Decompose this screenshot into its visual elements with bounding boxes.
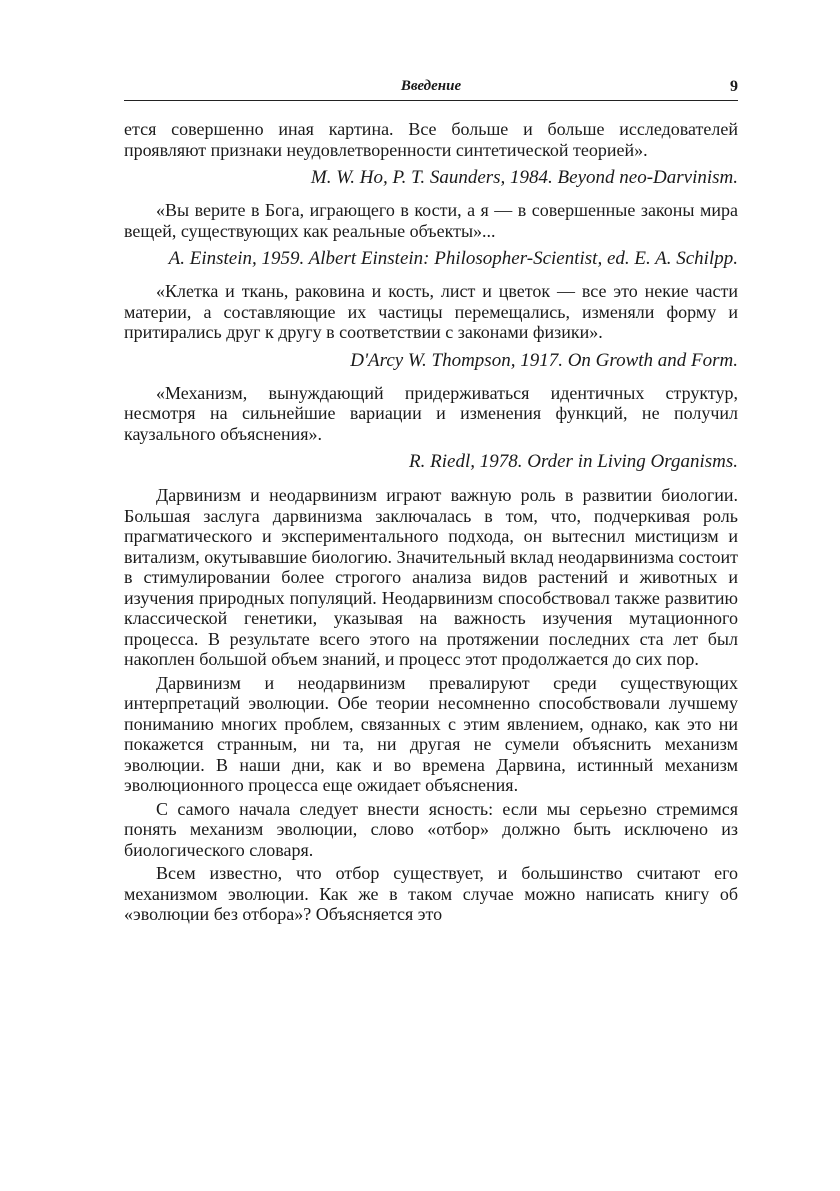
- running-header: [124, 78, 738, 101]
- epigraph-quote-2: «Вы верите в Бога, играющего в кости, а я — в совершенные законы мира вещей, существующих как реальные объекты»...: [124, 200, 738, 241]
- book-page: [124, 78, 738, 925]
- epigraph-citation-3: D'Arcy W. Thompson, 1917. On Growth and Form.: [350, 349, 738, 371]
- epigraph-citation-2: A. Einstein, 1959. Albert Einstein: Philosopher-Scientist, ed. E. A. Schilpp.: [168, 248, 738, 269]
- epigraph-citation-1: M. W. Ho, P. T. Saunders, 1984. Beyond neo-Darvinism.: [310, 167, 738, 188]
- body-paragraph-1: Дарвинизм и неодарвинизм играют важную роль в развитии биологии. Большая заслуга дарвинизма заключалась в том, что, подчеркивая роль прагматического и экспериментального подхода, он вытеснил мистицизм и витализм, окутывавшие биологию. Значительный вклад неодарвинизма состоит в стимулировании более строгого анализа видов растений и животных и изучения природных популяций. Неодарвинизм способствовал также развитию классической генетики, указывая на важность изучения мутационного процесса. В результате всего этого на протяжении последних ста лет был накоплен большой объем знаний, и процесс этот продолжается до сих пор.: [124, 485, 738, 669]
- body-paragraph-3: С самого начала следует внести ясность: если мы серьезно стремимся понять механизм эволюции, слово «отбор» должно быть исключено из биологического словаря.: [124, 798, 738, 860]
- body-paragraph-4: Всем известно, что отбор существует, и большинство считают его механизмом эволюции. Как же в таком случае можно написать книгу об «эволюции без отбора»? Объясняется это: [124, 863, 738, 924]
- body-paragraph-2: Дарвинизм и неодарвинизм превалируют среди существующих интерпретаций эволюции. Обе теории несомненно способствовали лучшему пониманию многих проблем, связанных с этим явлением, однако, как это ни покажется странным, ни та, ни другая не сумели объяснить механизм эволюции. В наши дни, как и во времена Дарвина, истинный механизм эволюционного процесса еще ожидает объяснения.: [124, 672, 738, 795]
- page-body: [124, 119, 738, 925]
- epigraph-quote-3: «Клетка и ткань, раковина и кость, лист и цветок — все это некие части материи, а составляющие их частицы перемещались, изменяли форму и притирались друг к другу в соответствии с законами физики».: [124, 281, 738, 342]
- epigraph-quote-4: «Механизм, вынуждающий придерживаться идентичных структур, несмотря на сильнейшие вариации и изменения функций, не получил каузального объяснения».: [124, 382, 738, 444]
- chapter-title: Введение: [400, 78, 462, 94]
- page-number: 9: [730, 78, 738, 95]
- epigraph-citation-4: R. Riedl, 1978. Order in Living Organisms.: [409, 451, 738, 472]
- epigraph-quote-1: ется совершенно иная картина. Все больше и больше исследователей проявляют признаки неудовлетворенности синтетической теорией».: [124, 119, 738, 160]
